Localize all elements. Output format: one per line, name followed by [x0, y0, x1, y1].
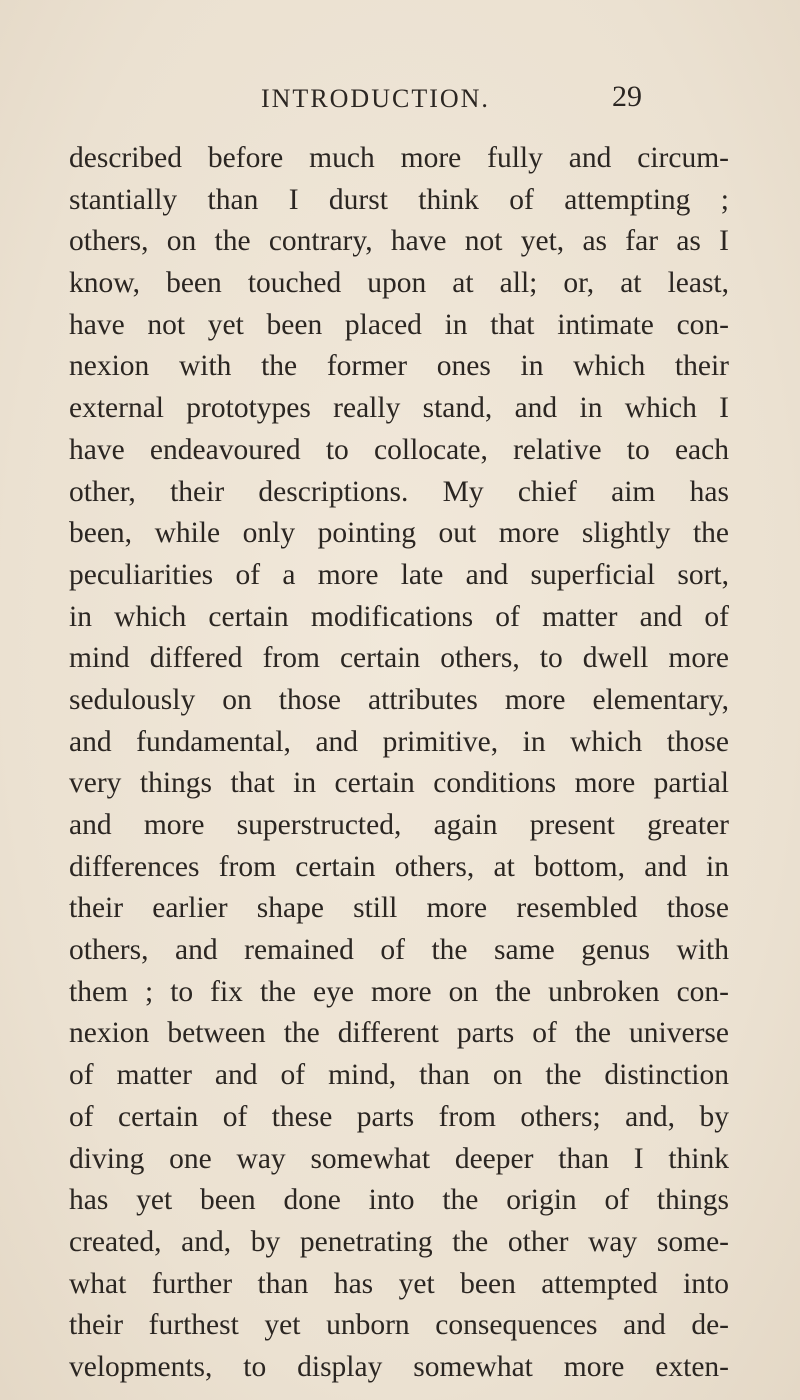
- text-line: of certain of these parts from others; and, by: [69, 1100, 729, 1133]
- text-line: other, their descriptions. My chief aim has: [69, 475, 729, 508]
- text-line: described before much more fully and circum-: [69, 142, 729, 174]
- text-line: velopments, to display somewhat more exten-: [69, 1350, 729, 1383]
- text-line: others, and remained of the same genus with: [69, 934, 729, 967]
- text-line: very things that in certain conditions more partial: [69, 767, 729, 800]
- text-line: their earlier shape still more resembled those: [69, 892, 729, 925]
- text-line: stantially than I durst think of attempting ;: [69, 183, 729, 216]
- text-line: and more superstructed, again present greater: [69, 809, 729, 841]
- text-line: others, on the contrary, have not yet, as far as I: [69, 225, 729, 258]
- text-line: their furthest yet unborn consequences and de-: [69, 1309, 729, 1342]
- page-number: 29: [612, 80, 642, 113]
- text-line: what further than has yet been attempted into: [69, 1267, 729, 1300]
- text-line: been, while only pointing out more slightly the: [69, 517, 729, 550]
- text-line: diving one way somewhat deeper than I think: [69, 1142, 729, 1175]
- text-line: in which certain modifications of matter and of: [69, 600, 729, 633]
- text-line: know, been touched upon at all; or, at least,: [69, 267, 729, 300]
- text-line: of matter and of mind, than on the distinction: [69, 1059, 729, 1092]
- text-line: differences from certain others, at bottom, and in: [69, 850, 729, 883]
- text-line: created, and, by penetrating the other way some-: [69, 1225, 729, 1258]
- text-line: has yet been done into the origin of things: [69, 1184, 729, 1217]
- text-line: nexion with the former ones in which their: [69, 350, 729, 383]
- running-head: [0, 80, 800, 124]
- text-line: have endeavoured to collocate, relative to each: [69, 433, 729, 466]
- text-line: mind differed from certain others, to dwell more: [69, 642, 729, 675]
- text-line: peculiarities of a more late and superficial sort,: [69, 558, 729, 591]
- running-head-title: INTRODUCTION.: [261, 84, 490, 113]
- text-line: and fundamental, and primitive, in which those: [69, 725, 729, 758]
- text-line: external prototypes really stand, and in which I: [69, 392, 729, 425]
- text-line: have not yet been placed in that intimate con-: [69, 308, 729, 341]
- body-text: [69, 138, 729, 1389]
- text-line: nexion between the different parts of the universe: [69, 1017, 729, 1050]
- text-line: sedulously on those attributes more elementary,: [69, 683, 729, 716]
- text-line: them ; to fix the eye more on the unbroken con-: [69, 975, 729, 1008]
